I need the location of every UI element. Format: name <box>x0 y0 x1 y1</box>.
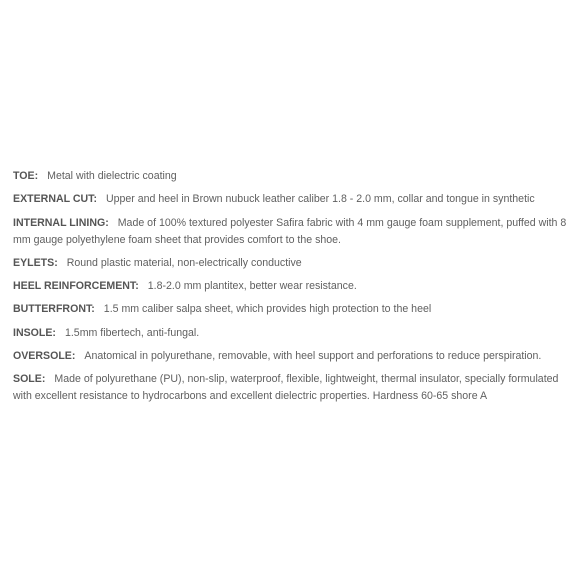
spec-label: INSOLE: <box>13 326 56 339</box>
spec-label: INTERNAL LINING: <box>13 216 109 229</box>
spec-value: Upper and heel in Brown nubuck leather caliber 1.8 - 2.0 mm, collar and tongue in synthetic <box>105 193 535 206</box>
spec-eyelets <box>13 255 569 272</box>
spec-label: EXTERNAL CUT: <box>13 193 97 206</box>
spec-value: Made of 100% textured polyester Safira fabric with 4 mm gauge foam supplement, puffed with 8 mm gauge polyethylene foam sheet that provides comfort to the shoe. <box>13 216 567 246</box>
spec-value: Anatomical in polyurethane, removable, with heel support and perforations to reduce perspiration. <box>84 350 542 363</box>
spec-label: BUTTERFRONT: <box>13 303 95 316</box>
spec-sole <box>13 371 569 405</box>
spec-value: 1.5mm fibertech, anti-fungal. <box>64 326 200 339</box>
spec-heel-reinforcement <box>13 278 569 295</box>
spec-label: SOLE: <box>13 373 46 386</box>
spec-value: Metal with dielectric coating <box>47 170 177 182</box>
spec-insole <box>13 325 569 342</box>
spec-value: Round plastic material, non-electrically conductive <box>66 256 302 269</box>
spec-label: HEEL REINFORCEMENT: <box>13 280 139 293</box>
spec-label: OVERSOLE: <box>13 350 76 363</box>
spec-label: TOE: <box>13 170 39 182</box>
spec-oversole <box>13 348 569 365</box>
spec-butterfront <box>13 301 569 318</box>
product-spec-list <box>13 168 569 412</box>
spec-value: 1.8-2.0 mm plantitex, better wear resistance. <box>147 280 357 293</box>
spec-external-cut <box>13 191 569 208</box>
spec-label: EYLETS: <box>13 256 58 269</box>
spec-internal-lining <box>13 215 569 249</box>
spec-value: 1.5 mm caliber salpa sheet, which provides high protection to the heel <box>103 303 432 316</box>
spec-value: Made of polyurethane (PU), non-slip, waterproof, flexible, lightweight, thermal insulator, specially formulated with excellent resistance to hydrocarbons and excellent dielectric properties. Hardness 60-65 shore A <box>13 373 559 403</box>
spec-toe <box>13 168 569 185</box>
